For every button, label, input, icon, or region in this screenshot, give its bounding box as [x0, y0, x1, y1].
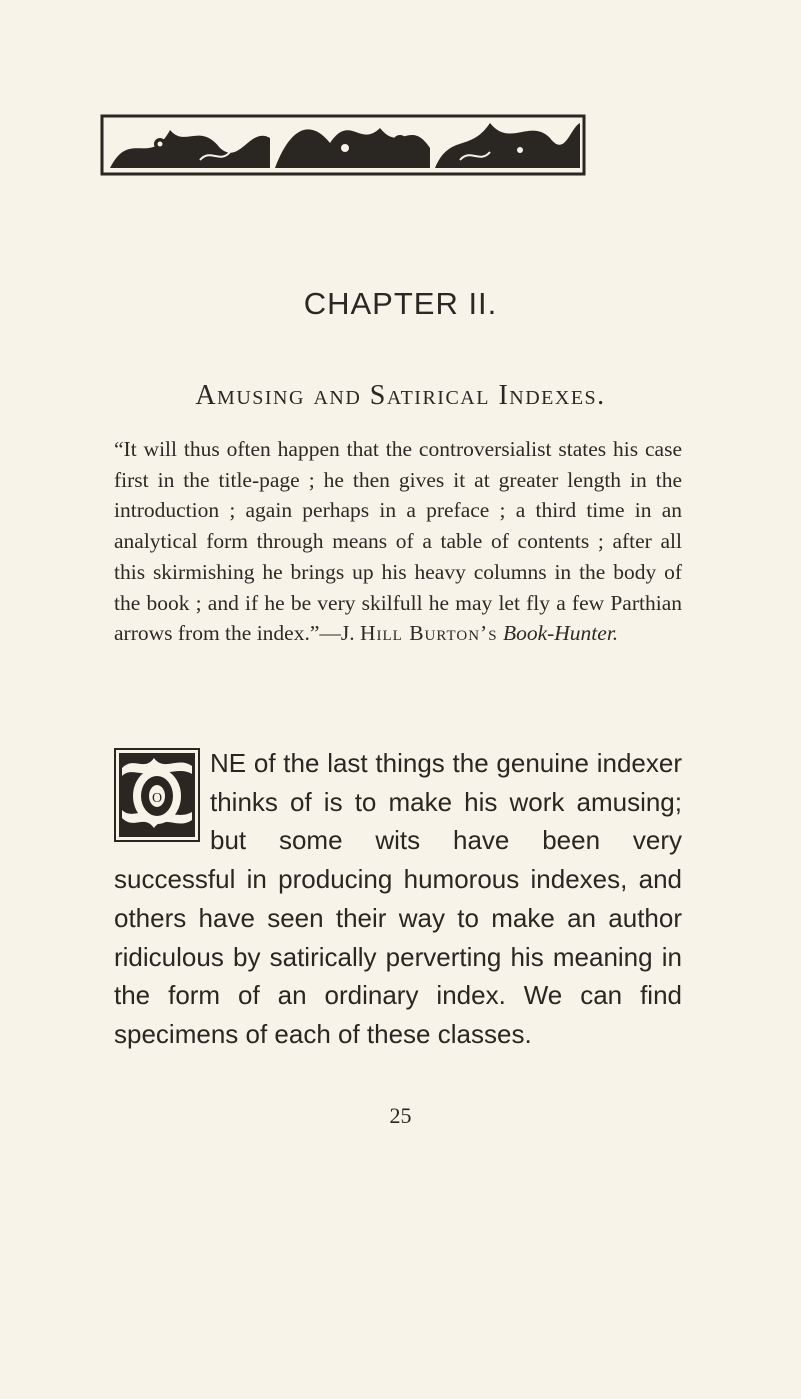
paragraph-text: NE of the last things the genuine indexer thinks of is to make his work amusing; but some wits have been very successful in producing humorous indexes, and others have seen their way to make an author ridiculous by satirically perverting his meaning in the form of an ordinary index. We can find specimens of each of these classes. [114, 748, 682, 1049]
drop-cap-letter: O [151, 791, 163, 806]
chapter-subtitle: Amusing and Satirical Indexes. [195, 380, 606, 411]
chapter-heading: CHAPTER II. [303, 286, 498, 321]
epigraph [114, 434, 682, 649]
page-number: 25 [389, 1103, 412, 1128]
decorated-initial-o-icon [114, 748, 200, 842]
epigraph-text: “It will thus often happen that the controversialist states his case first in the title-page ; he then gives it at greater length in the introduction ; again perhaps in a preface ; a third time in an analytical form through means of a table of contents ; after all this skirmishing he brings up his heavy columns in the body of the book ; and if he be very skilfull he may let fly a few Parthian arrows from the index.”—J. [114, 437, 682, 646]
body-paragraph [114, 744, 682, 1054]
ornamental-headpiece-icon [100, 108, 586, 178]
epigraph-author: Hill Burton’s [360, 621, 498, 646]
epigraph-work: Book-Hunter. [502, 621, 619, 646]
